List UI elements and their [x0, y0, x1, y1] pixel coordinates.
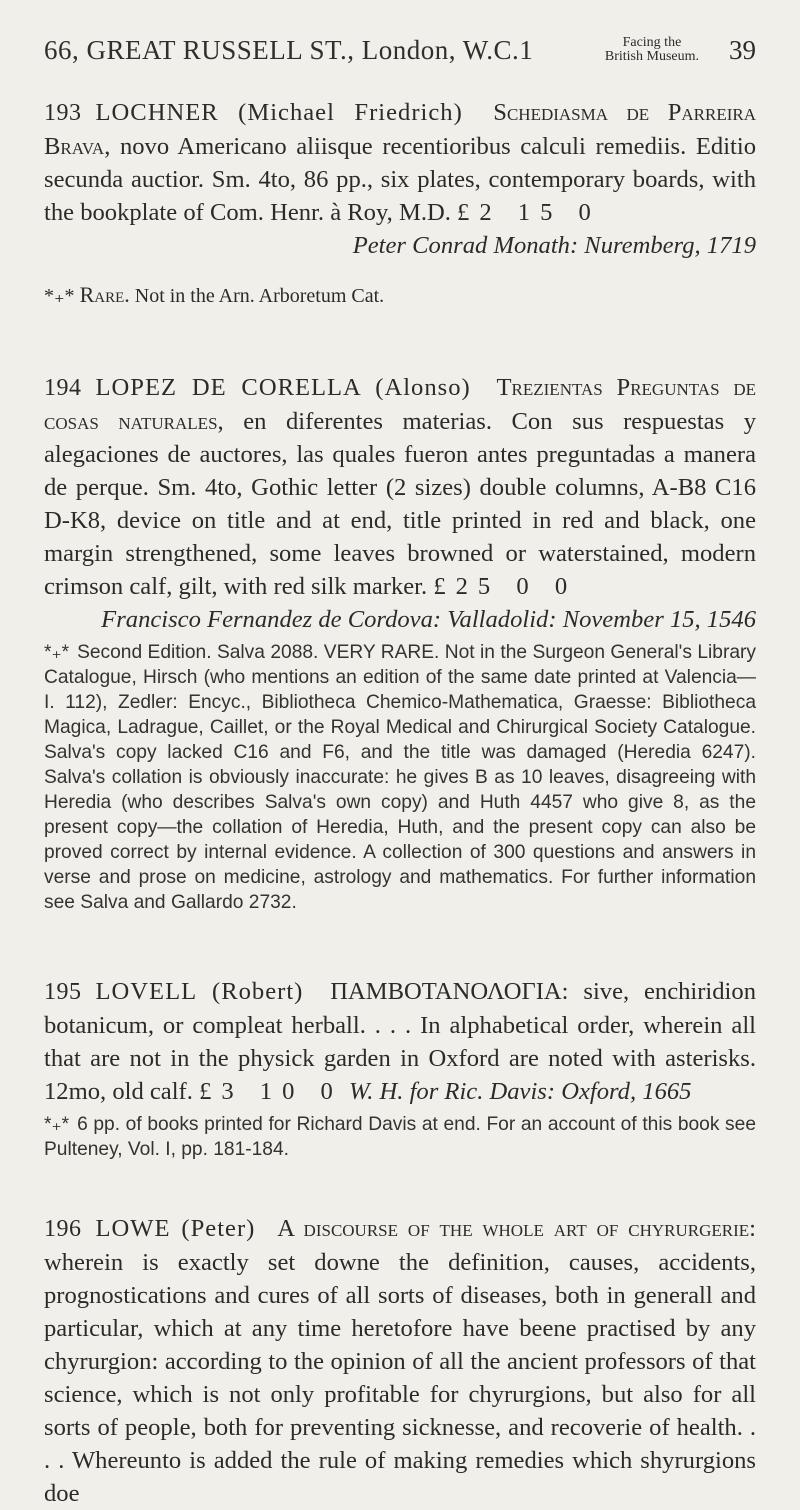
entry-title: A discourse of the whole art of chyrurgerie: [277, 1215, 756, 1242]
header-facing-note [605, 36, 699, 64]
catalogue-entry-196 [44, 1212, 756, 1510]
entry-title: ΠΑΜΒΟΤΑΝΟΛΟΓΙΑ: [330, 978, 569, 1005]
entry-price: £3 10 0 [199, 1078, 343, 1105]
entry-imprint: W. H. for Ric. Davis: Oxford, 1665 [349, 1078, 692, 1105]
entry-author: LOPEZ DE CORELLA (Alonso) [95, 374, 471, 401]
entry-imprint: Francisco Fernandez de Cordova: Valladolid: November 15, 1546 [101, 606, 756, 633]
facing-line-1: Facing the [622, 35, 682, 50]
entry-number: 195 [44, 979, 82, 1005]
entry-note [44, 640, 756, 915]
entry-author: LOCHNER (Michael Friedrich) [95, 99, 463, 126]
entry-number: 196 [44, 1216, 82, 1242]
note-text: 6 pp. of books printed for Richard Davis at end. For an account of this book see Pulteney, Vol. I, pp. 181-184. [44, 1114, 756, 1160]
entry-description: en diferentes materias. Con sus respuestas y alegaciones de auctores, las quales fueron antes preguntadas a manera de perque. Sm. 4to, Gothic letter (2 sizes) double columns, A-B8 C16 D-K8, device on title and at end, title printed in red and black, one margin strengthened, some leaves browned or waterstained, modern crimson calf, gilt, with red silk marker. [44, 408, 756, 600]
entry-imprint: Peter Conrad Monath: Nuremberg, 1719 [352, 232, 756, 259]
entry-note [44, 282, 756, 309]
catalogue-entry-193 [44, 96, 756, 309]
entry-number: 194 [44, 375, 82, 401]
entry-text [44, 975, 756, 1108]
catalogue-entry-195 [44, 975, 756, 1162]
entry-price: £2 15 0 [457, 199, 601, 226]
entry-price: £25 0 0 [433, 573, 578, 600]
entry-note [44, 1112, 756, 1162]
entry-number: 193 [44, 100, 82, 126]
entry-title: Schediasma de Parreira Brava, [44, 99, 756, 160]
facing-line-2: British Museum. [604, 49, 699, 64]
page-header [44, 22, 756, 66]
note-label: Rare. [79, 282, 130, 307]
page-number: 39 [729, 35, 756, 65]
catalogue-entry-194 [44, 371, 756, 915]
note-text: Not in the Arn. Arboretum Cat. [134, 285, 385, 307]
entry-author: LOVELL (Robert) [95, 978, 304, 1005]
entry-description: sive, enchiridion botanicum, or compleat herball. . . . In alphabetical order, wherein all that are not in the physick garden in Oxford are noted with asterisks. 12mo, old calf. [44, 978, 756, 1105]
header-address: 66, GREAT RUSSELL ST., London, W.C.1 [44, 35, 534, 65]
entry-author: LOWE (Peter) [95, 1215, 256, 1242]
entry-text [44, 96, 756, 229]
entry-description: novo Americano aliisque recentioribus calculi remediis. Editio secunda auctior. Sm. 4to, 86 pp., six plates, contemporary boards, with the bookplate of Com. Henr. à Roy, M.D. [44, 133, 756, 226]
note-asterism: *₊* [44, 642, 70, 663]
entry-text [44, 1212, 756, 1510]
note-asterism: *₊* [44, 1114, 70, 1135]
entry-title: Trezientas Preguntas de cosas naturales, [44, 374, 756, 435]
note-text: Second Edition. Salva 2088. VERY RARE. Not in the Surgeon General's Library Catalogue, Hirsch (who mentions an edition of the same date printed at Valencia—I. 112), Zedler: Encyc., Bibliotheca Chemico-Mathematica, Graesse: Bibliotheca Magica, Ladrague, Caillet, or the Royal Medical and Chirurgical Society Catalogue. Salva's copy lacked C16 and F6, and the title was damaged (Heredia 6247). Salva's collation is obviously inaccurate: he gives B as 10 leaves, disagreeing with Heredia (who describes Salva's own copy) and Huth 4457 who give 8, as the present copy—the collation of Heredia, Huth, and the present copy can also be proved correct by internal evidence. A collection of 300 questions and answers in verse and prose on medicine, astrology and mathematics. For further information see Salva and Gallardo 2732. [44, 642, 756, 913]
entry-text [44, 371, 756, 603]
entry-description: wherein is exactly set downe the definition, causes, accidents, prognostications and cures of all sorts of diseases, both in generall and particular, which at any time heretofore have beene practised by any chyrurgion: according to the opinion of all the ancient professors of that science, which is not only profitable for chyrurgions, but also for all sorts of people, both for preventing sicknesse, and recoverie of health. . . . Whereunto is added the rule of making remedies which shyrurgions doe [44, 1249, 756, 1507]
header-right [605, 35, 756, 66]
note-asterism: *₊* [44, 285, 75, 307]
